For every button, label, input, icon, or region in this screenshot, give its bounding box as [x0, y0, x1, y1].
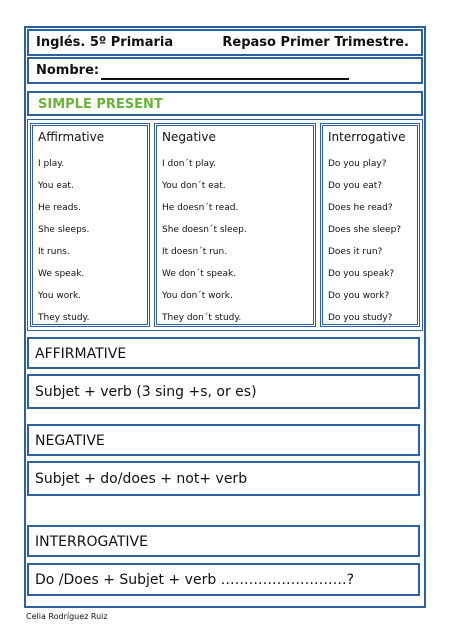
list-item: They study.: [38, 313, 90, 323]
list-item: We speak.: [38, 269, 85, 279]
interrogative-label: INTERROGATIVE: [35, 534, 148, 550]
list-item: She doesn´t sleep.: [162, 225, 247, 235]
list-item: He reads.: [38, 203, 81, 213]
header-bar: [27, 29, 423, 56]
affirmative-label-box: [27, 337, 420, 369]
column-heading: Interrogative: [328, 130, 406, 144]
list-item: Does he read?: [328, 203, 393, 213]
interrogative-label-box: [27, 525, 420, 557]
list-item: He doesn´t read.: [162, 203, 239, 213]
column-heading: Affirmative: [38, 130, 105, 144]
list-item: Do you play?: [328, 159, 387, 169]
name-row: [27, 57, 423, 84]
list-item: I play.: [38, 159, 65, 169]
list-item: Do you eat?: [328, 181, 383, 191]
list-item: Do you work?: [328, 291, 390, 301]
interrogative-formula-box: [27, 563, 420, 596]
list-item: We don´t speak.: [162, 269, 237, 279]
name-blank-line: [101, 78, 349, 80]
list-item: Do you study?: [328, 313, 393, 323]
negative-formula: Subjet + do/does + not+ verb: [35, 471, 248, 487]
course-title: Inglés. 5º Primaria: [36, 35, 174, 50]
negative-column: [154, 123, 316, 327]
list-item: Does she sleep?: [328, 225, 402, 235]
author-credit: Celia Rodríguez Ruiz: [26, 612, 108, 621]
negative-label-box: [27, 424, 420, 456]
list-item: You eat.: [38, 181, 74, 191]
examples-table: [27, 119, 423, 331]
affirmative-formula-box: [27, 374, 420, 409]
list-item: It doesn´t run.: [162, 247, 228, 257]
interrogative-formula: Do /Does + Subjet + verb ………………………?: [35, 572, 355, 588]
list-item: I don´t play.: [162, 159, 216, 169]
section-title-box: [27, 91, 423, 116]
negative-label: NEGATIVE: [35, 433, 105, 449]
list-item: She sleeps.: [38, 225, 90, 235]
list-item: Do you speak?: [328, 269, 395, 279]
list-item: You don´t work.: [162, 291, 233, 301]
list-item: They don´t study.: [162, 313, 242, 323]
affirmative-formula: Subjet + verb (3 sing +s, or es): [35, 384, 257, 400]
interrogative-column: [320, 123, 420, 327]
list-item: Does it run?: [328, 247, 383, 257]
column-heading: Negative: [162, 130, 216, 144]
list-item: You don´t eat.: [162, 181, 226, 191]
name-label: Nombre:: [36, 63, 100, 78]
list-item: You work.: [38, 291, 82, 301]
section-title: SIMPLE PRESENT: [38, 97, 163, 112]
review-title: Repaso Primer Trimestre.: [222, 35, 409, 50]
affirmative-column: [30, 123, 150, 327]
affirmative-label: AFFIRMATIVE: [35, 346, 127, 362]
negative-formula-box: [27, 461, 420, 496]
list-item: It runs.: [38, 247, 70, 257]
